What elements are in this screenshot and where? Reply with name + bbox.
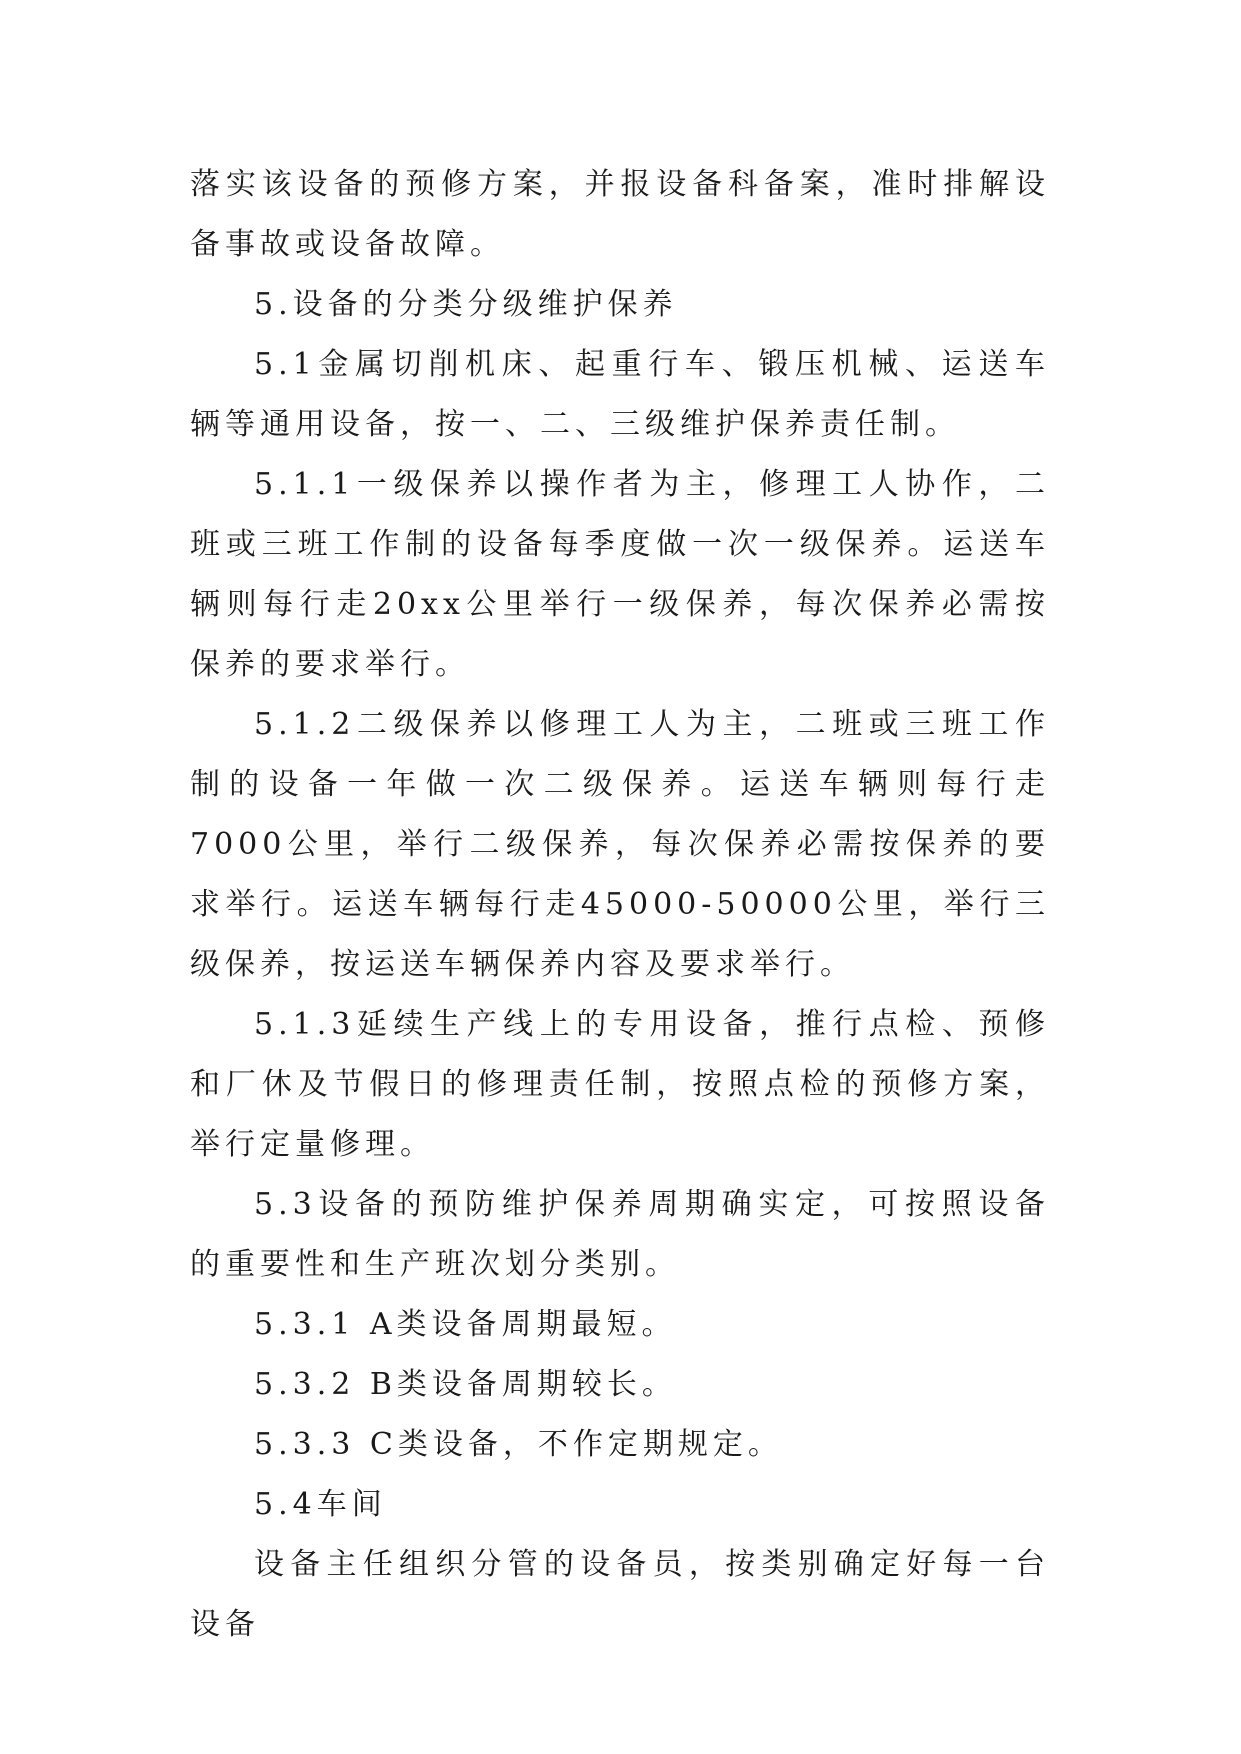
- paragraph-5-3: 5.3设备的预防维护保养周期确实定，可按照设备的重要性和生产班次划分类别。: [190, 1187, 1050, 1282]
- paragraph-5-1: 5.1金属切削机床、起重行车、锻压机械、运送车辆等通用设备，按一、二、三级维护保养责任制。: [190, 347, 1050, 442]
- paragraph-continuation: 落实该设备的预修方案，并报设备科备案，准时排解设备事故或设备故障。: [190, 167, 1050, 262]
- paragraph-5-3-2: 5.3.2 B类设备周期较长。: [254, 1367, 677, 1402]
- document-body: [190, 155, 1050, 1655]
- paragraph-5-1-2: 5.1.2二级保养以修理工人为主，二班或三班工作制的设备一年做一次二级保养。运送车辆则每行走7000公里，举行二级保养，每次保养必需按保养的要求举行。运送车辆每行走45000-50000公里，举行三级保养，按运送车辆保养内容及要求举行。: [190, 707, 1050, 982]
- paragraph-5-3-3: 5.3.3 C类设备，不作定期规定。: [254, 1427, 783, 1462]
- paragraph-5-3-1: 5.3.1 A类设备周期最短。: [254, 1307, 677, 1342]
- paragraph-5-1-3: 5.1.3延续生产线上的专用设备，推行点检、预修和厂休及节假日的修理责任制，按照点检的预修方案，举行定量修理。: [190, 1007, 1050, 1162]
- section-heading-5-4: 5.4车间: [254, 1487, 387, 1522]
- paragraph-5-1-1: 5.1.1一级保养以操作者为主，修理工人协作，二班或三班工作制的设备每季度做一次一级保养。运送车辆则每行走20xx公里举行一级保养，每次保养必需按保养的要求举行。: [190, 467, 1050, 682]
- paragraph-5-4-body: 设备主任组织分管的设备员，按类别确定好每一台设备: [190, 1547, 1050, 1642]
- section-heading-5: 5.设备的分类分级维护保养: [254, 287, 678, 322]
